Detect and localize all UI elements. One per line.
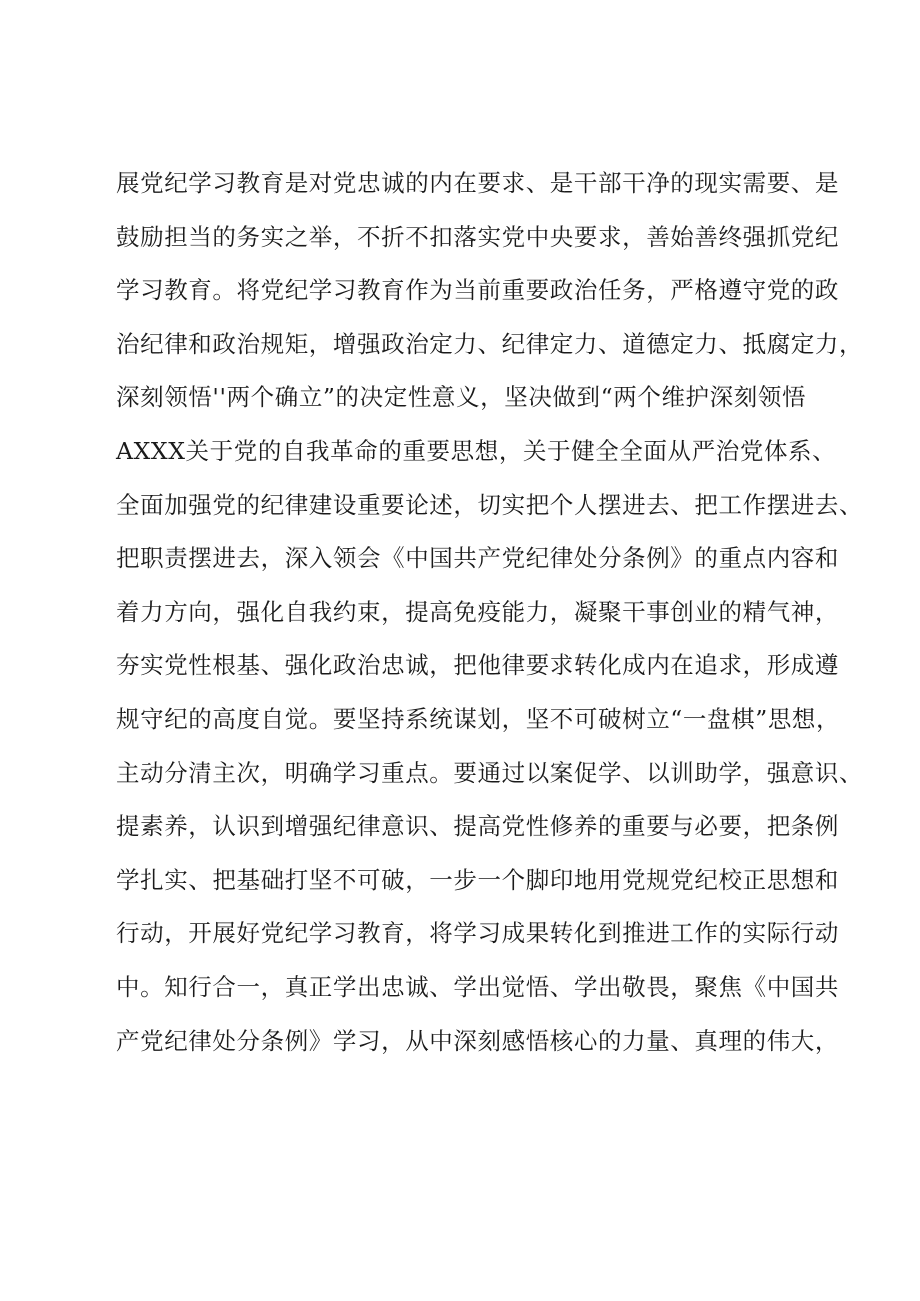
- text-line: AXXX关于党的自我革命的重要思想，关于健全全面从严治党体系、: [116, 436, 837, 465]
- text-line: 治纪律和政治规矩，增强政治定力、纪律定力、道德定力、抵腐定力，: [116, 329, 864, 358]
- text-line: 产党纪律处分条例》学习，从中深刻感悟核心的力量、真理的伟大，: [116, 1026, 839, 1055]
- text-line: 全面加强党的纪律建设重要论述，切实把个人摆进去、把工作摆进去、: [116, 490, 864, 519]
- body-text: [116, 157, 864, 1068]
- text-line: 规守纪的高度自觉。要坚持系统谋划，坚不可破树立“一盘棋”思想，: [116, 704, 841, 733]
- text-line: 学习教育。将党纪学习教育作为当前重要政治任务，严格遵守党的政: [116, 276, 839, 305]
- text-line: 夯实党性根基、强化政治忠诚，把他律要求转化成内在追求，形成遵: [116, 651, 839, 680]
- text-line: 行动，开展好党纪学习教育，将学习成果转化到推进工作的实际行动: [116, 919, 839, 948]
- text-line: 学扎实、把基础打坚不可破，一步一个脚印地用党规党纪校正思想和: [116, 865, 839, 894]
- text-line: 着力方向，强化自我约束，提高免疫能力，凝聚干事创业的精气神，: [116, 597, 839, 626]
- text-line: 把职责摆进去，深入领会《中国共产党纪律处分条例》的重点内容和: [116, 544, 839, 573]
- text-line: 深刻领悟''两个确立”的决定性意义，坚决做到“两个维护深刻领悟: [116, 383, 807, 412]
- text-line: 中。知行合一，真正学出忠诚、学出觉悟、学出敬畏，聚焦《中国共: [116, 972, 839, 1001]
- text-line: 鼓励担当的务实之举，不折不扣落实党中央要求，善始善终强抓党纪: [116, 222, 839, 251]
- text-line: 展党纪学习教育是对党忠诚的内在要求、是干部干净的现实需要、是: [116, 169, 839, 197]
- text-line: 主动分清主次，明确学习重点。要通过以案促学、以训助学，强意识、: [116, 758, 864, 787]
- text-line: 提素养，认识到增强纪律意识、提高党性修养的重要与必要，把条例: [116, 812, 839, 841]
